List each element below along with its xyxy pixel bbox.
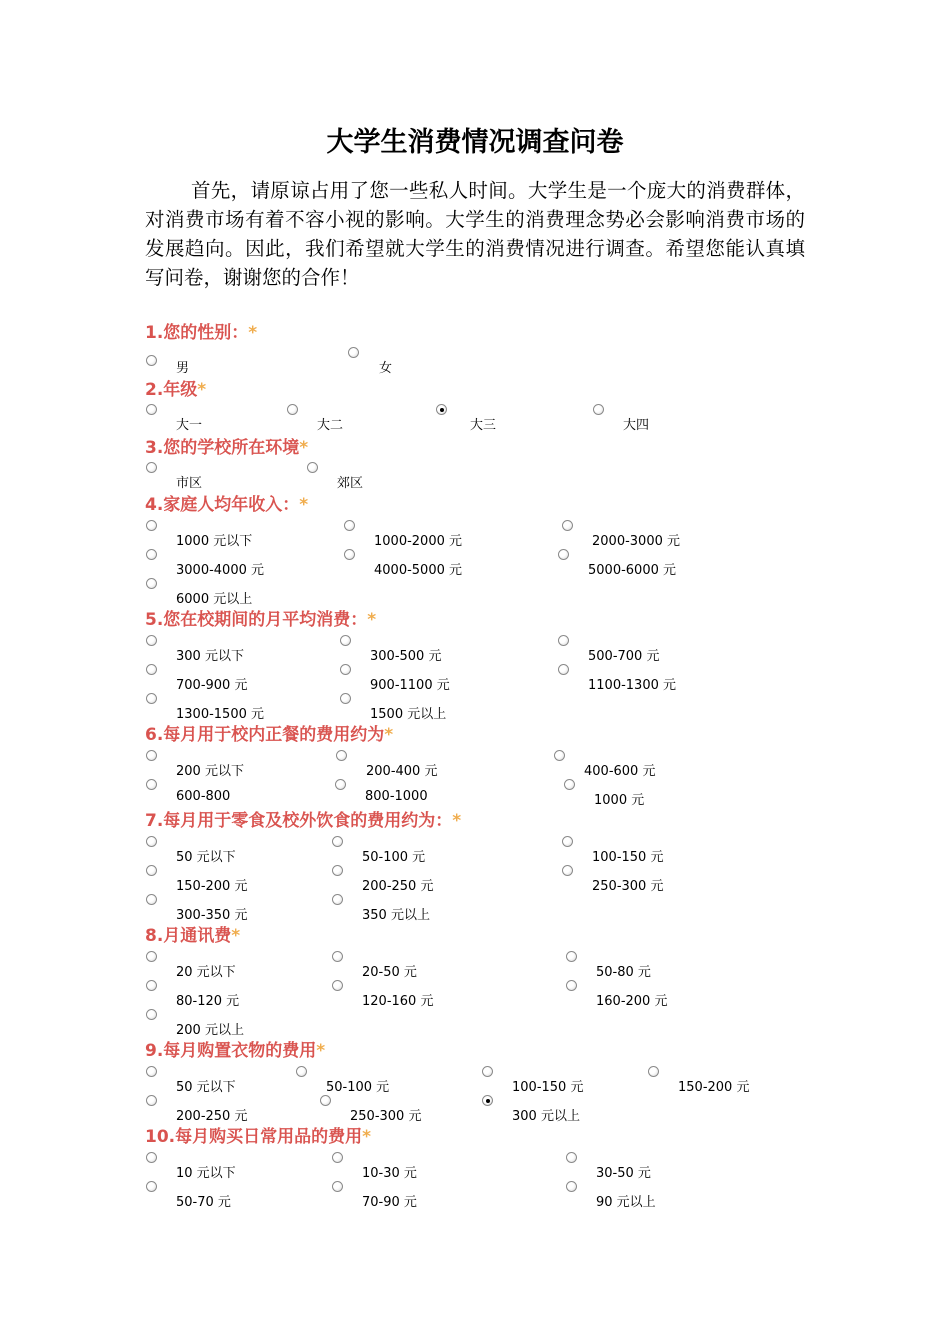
option-label: 100-150 元 (592, 850, 664, 865)
option-label: 郊区 (337, 476, 364, 491)
radio-q5-option-7[interactable] (146, 693, 157, 704)
radio-q9-option-3[interactable] (482, 1066, 493, 1077)
radio-q2-option-3[interactable] (436, 404, 447, 415)
radio-q10-option-6[interactable] (566, 1181, 577, 1192)
option-label: 20 元以下 (176, 965, 236, 980)
option-label: 150-200 元 (176, 879, 248, 894)
question-text: 7.每月用于零食及校外饮食的费用约为： (145, 811, 453, 831)
option-label: 50-80 元 (596, 965, 651, 980)
option-label: 1300-1500 元 (176, 707, 264, 722)
option-label: 20-50 元 (362, 965, 417, 980)
option-label: 700-900 元 (176, 678, 248, 693)
option-label: 10 元以下 (176, 1166, 236, 1181)
option-label: 200 元以上 (176, 1023, 244, 1038)
option-label: 大一 (176, 418, 203, 433)
question-text: 5.您在校期间的月平均消费： (145, 610, 368, 630)
option-label: 160-200 元 (596, 994, 668, 1009)
option-label: 大四 (623, 418, 650, 433)
question-8-label (145, 921, 240, 946)
required-mark: * (452, 811, 462, 831)
radio-q6-option-6[interactable] (564, 779, 575, 790)
option-label: 300-350 元 (176, 908, 248, 923)
radio-q1-option-2[interactable] (348, 347, 359, 358)
option-label: 2000-3000 元 (592, 534, 680, 549)
radio-q5-option-8[interactable] (340, 693, 351, 704)
radio-q5-option-3[interactable] (558, 635, 569, 646)
option-label: 200-400 元 (366, 764, 438, 779)
radio-q2-option-1[interactable] (146, 404, 157, 415)
radio-q4-option-3[interactable] (562, 520, 573, 531)
option-label: 80-120 元 (176, 994, 240, 1009)
option-label: 300-500 元 (370, 649, 442, 664)
required-mark: * (316, 1041, 326, 1061)
question-2-label (145, 375, 206, 400)
radio-q9-option-5[interactable] (146, 1095, 157, 1106)
option-label: 600-800 (176, 789, 231, 804)
question-6-label (145, 720, 393, 745)
page-title: 大学生消费情况调查问卷 (326, 127, 624, 158)
question-text: 6.每月用于校内正餐的费用约为 (145, 725, 385, 745)
radio-q1-option-1[interactable] (146, 355, 157, 366)
radio-q9-option-7[interactable] (482, 1095, 493, 1106)
radio-q10-option-5[interactable] (332, 1181, 343, 1192)
option-label: 3000-4000 元 (176, 563, 264, 578)
radio-q9-option-2[interactable] (296, 1066, 307, 1077)
question-text: 2.年级 (145, 380, 198, 400)
radio-q4-option-4[interactable] (146, 549, 157, 560)
option-label: 1100-1300 元 (588, 678, 676, 693)
radio-q9-option-6[interactable] (320, 1095, 331, 1106)
required-mark: * (362, 1127, 372, 1147)
option-label: 120-160 元 (362, 994, 434, 1009)
option-label: 200 元以下 (176, 764, 244, 779)
radio-q6-option-2[interactable] (336, 750, 347, 761)
radio-q6-option-1[interactable] (146, 750, 157, 761)
radio-q7-option-7[interactable] (146, 894, 157, 905)
option-label: 300 元以下 (176, 649, 244, 664)
question-7-label (145, 806, 461, 831)
option-label: 4000-5000 元 (374, 563, 462, 578)
radio-q10-option-4[interactable] (146, 1181, 157, 1192)
radio-q4-option-5[interactable] (344, 549, 355, 560)
question-9-label (145, 1036, 325, 1061)
option-label: 100-150 元 (512, 1080, 584, 1095)
option-label: 1000 元以下 (176, 534, 253, 549)
radio-q8-option-2[interactable] (332, 951, 343, 962)
radio-q9-option-1[interactable] (146, 1066, 157, 1077)
option-label: 1000-2000 元 (374, 534, 462, 549)
radio-q4-option-2[interactable] (344, 520, 355, 531)
option-label: 女 (379, 361, 393, 376)
question-text: 1.您的性别： (145, 323, 249, 343)
radio-q4-option-6[interactable] (558, 549, 569, 560)
required-mark: * (299, 495, 309, 515)
option-label: 90 元以上 (596, 1195, 656, 1210)
option-label: 大二 (317, 418, 344, 433)
option-label: 400-600 元 (584, 764, 656, 779)
question-text: 3.您的学校所在环境 (145, 438, 300, 458)
question-3-label (145, 433, 308, 458)
required-mark: * (299, 438, 309, 458)
radio-q7-option-8[interactable] (332, 894, 343, 905)
radio-q10-option-3[interactable] (566, 1152, 577, 1163)
radio-q5-option-2[interactable] (340, 635, 351, 646)
radio-q8-option-5[interactable] (332, 980, 343, 991)
option-label: 350 元以上 (362, 908, 430, 923)
question-text: 10.每月购买日常用品的费用 (145, 1127, 363, 1147)
option-label: 50-100 元 (362, 850, 426, 865)
required-mark: * (248, 323, 258, 343)
option-label: 1000 元 (594, 793, 645, 808)
option-label: 大三 (470, 418, 497, 433)
option-label: 300 元以上 (512, 1109, 580, 1124)
option-label: 250-300 元 (350, 1109, 422, 1124)
option-label: 200-250 元 (176, 1109, 248, 1124)
radio-q7-option-3[interactable] (562, 836, 573, 847)
radio-q8-option-1[interactable] (146, 951, 157, 962)
radio-q5-option-1[interactable] (146, 635, 157, 646)
radio-q5-option-6[interactable] (558, 664, 569, 675)
required-mark: * (367, 610, 377, 630)
option-label: 50 元以下 (176, 850, 236, 865)
radio-q7-option-6[interactable] (562, 865, 573, 876)
option-label: 1500 元以上 (370, 707, 447, 722)
question-1-label (145, 318, 257, 343)
option-label: 70-90 元 (362, 1195, 417, 1210)
option-label: 500-700 元 (588, 649, 660, 664)
radio-q2-option-4[interactable] (593, 404, 604, 415)
radio-q5-option-5[interactable] (340, 664, 351, 675)
radio-q8-option-6[interactable] (566, 980, 577, 991)
option-label: 50-70 元 (176, 1195, 231, 1210)
question-text: 9.每月购置衣物的费用 (145, 1041, 317, 1061)
option-label: 市区 (176, 476, 203, 491)
radio-q6-option-4[interactable] (146, 779, 157, 790)
radio-q8-option-3[interactable] (566, 951, 577, 962)
radio-q4-option-1[interactable] (146, 520, 157, 531)
question-text: 8.月通讯费 (145, 926, 232, 946)
radio-q8-option-4[interactable] (146, 980, 157, 991)
radio-q6-option-3[interactable] (554, 750, 565, 761)
radio-q10-option-1[interactable] (146, 1152, 157, 1163)
option-label: 800-1000 (365, 789, 428, 804)
radio-q7-option-2[interactable] (332, 836, 343, 847)
option-label: 男 (176, 361, 190, 376)
option-label: 150-200 元 (678, 1080, 750, 1095)
option-label: 50-100 元 (326, 1080, 390, 1095)
radio-q7-option-5[interactable] (332, 865, 343, 876)
option-label: 250-300 元 (592, 879, 664, 894)
question-4-label (145, 490, 308, 515)
radio-q7-option-4[interactable] (146, 865, 157, 876)
required-mark: * (197, 380, 207, 400)
option-label: 5000-6000 元 (588, 563, 676, 578)
question-text: 4.家庭人均年收入： (145, 495, 300, 515)
intro-paragraph: 首先，请原谅占用了您一些私人时间。大学生是一个庞大的消费群体，对消费市场有着不容小视的影响。大学生的消费理念势必会影响消费市场的发展趋向。因此，我们希望就大学生的消费情况进行调查。希望您能认真填写问卷，谢谢您的合作！ (145, 179, 805, 289)
option-label: 50 元以下 (176, 1080, 236, 1095)
option-label: 6000 元以上 (176, 592, 253, 607)
radio-q9-option-4[interactable] (648, 1066, 659, 1077)
radio-q3-option-1[interactable] (146, 462, 157, 473)
radio-q3-option-2[interactable] (307, 462, 318, 473)
radio-q4-option-7[interactable] (146, 578, 157, 589)
radio-q6-option-5[interactable] (335, 779, 346, 790)
option-label: 10-30 元 (362, 1166, 417, 1181)
radio-q7-option-1[interactable] (146, 836, 157, 847)
required-mark: * (231, 926, 241, 946)
radio-q5-option-4[interactable] (146, 664, 157, 675)
option-label: 200-250 元 (362, 879, 434, 894)
option-label: 900-1100 元 (370, 678, 450, 693)
required-mark: * (384, 725, 394, 745)
radio-q8-option-7[interactable] (146, 1009, 157, 1020)
radio-q2-option-2[interactable] (287, 404, 298, 415)
question-5-label (145, 605, 376, 630)
question-10-label (145, 1122, 371, 1147)
radio-q10-option-2[interactable] (332, 1152, 343, 1163)
option-label: 30-50 元 (596, 1166, 651, 1181)
